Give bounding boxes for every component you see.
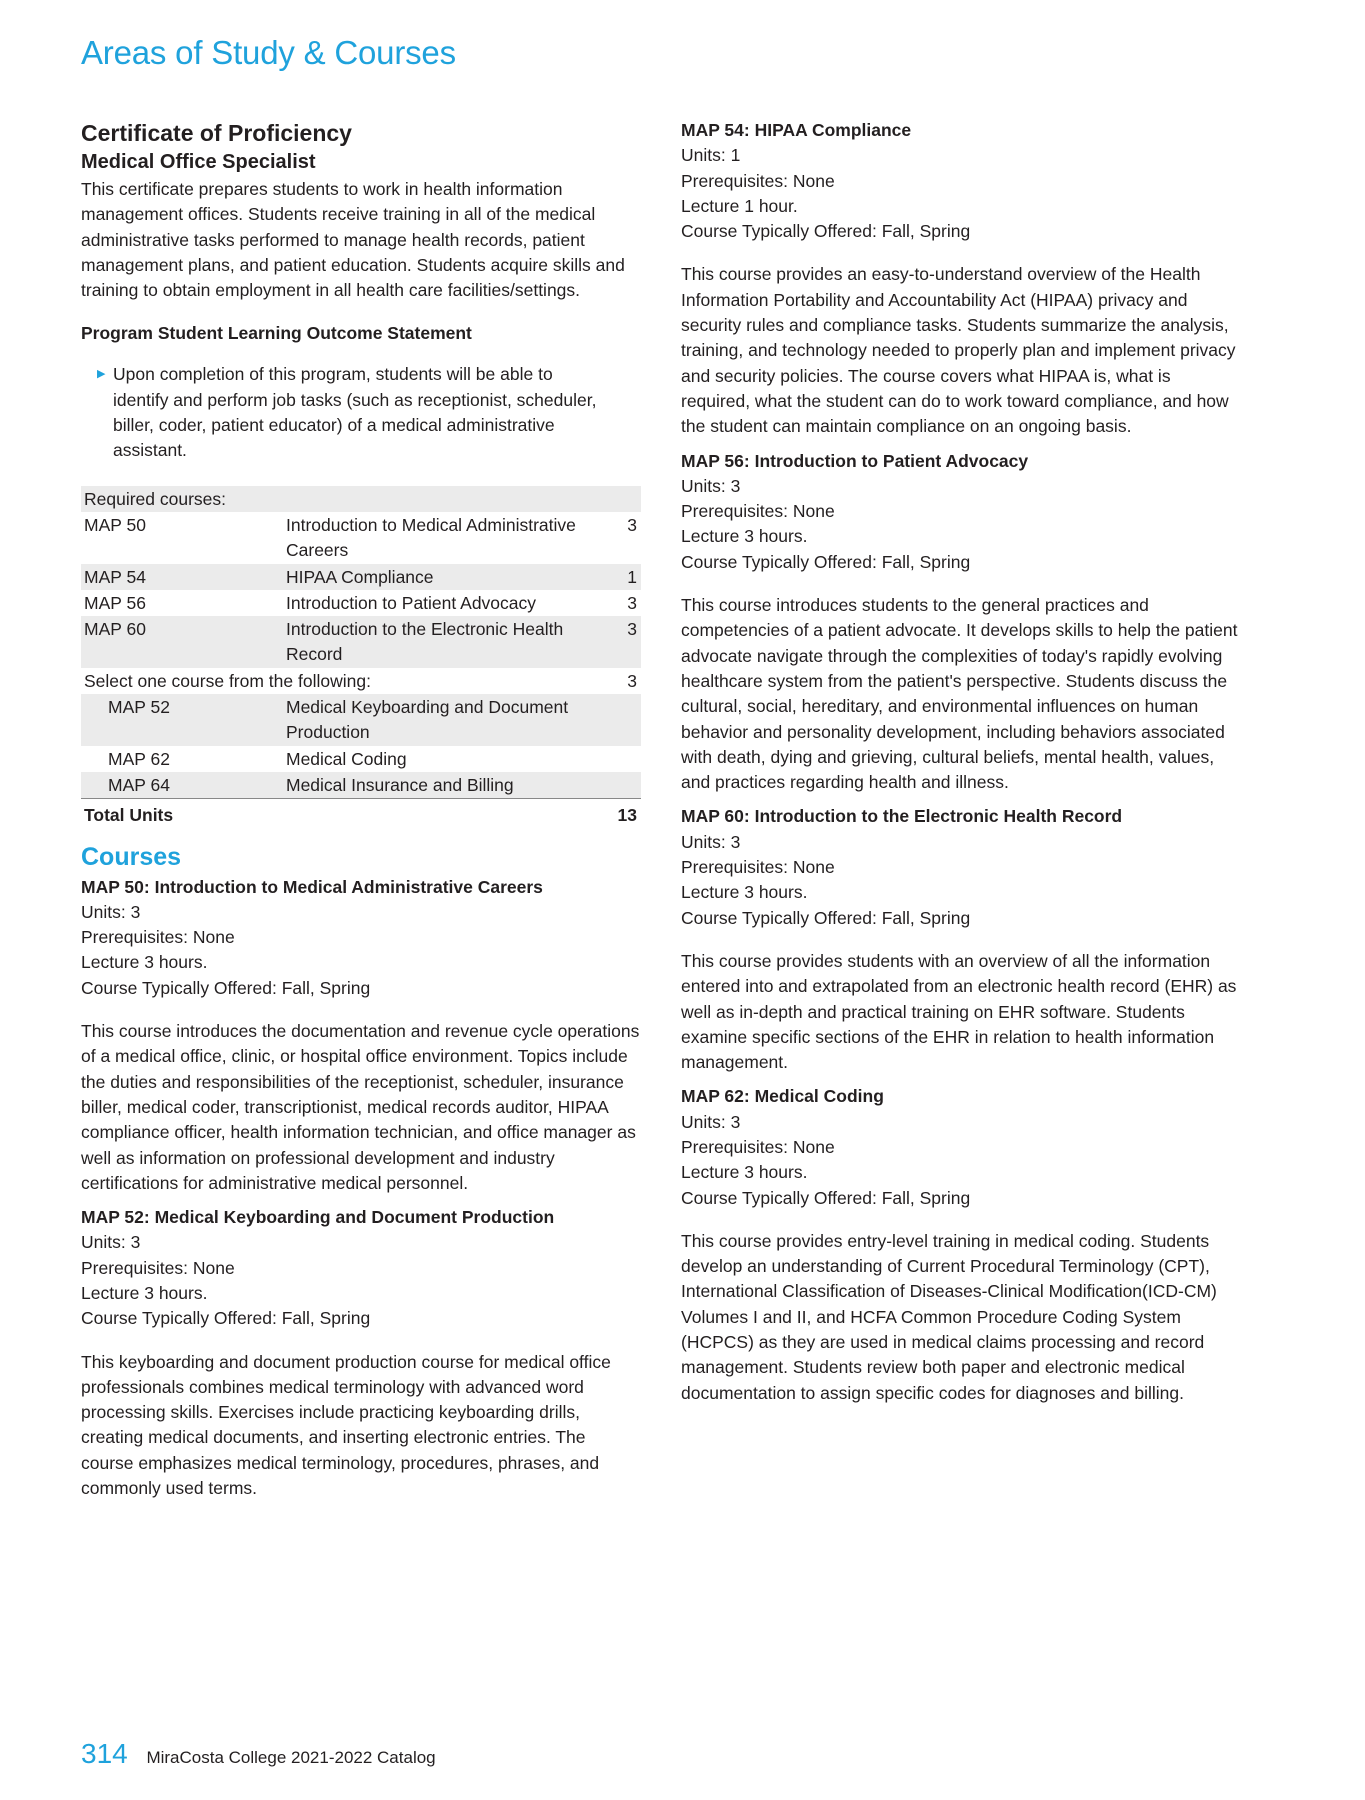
courses-heading: Courses [81,842,182,871]
course-meta [81,1230,641,1331]
slo-list [81,362,641,463]
select-label: Select one course from the following: [84,670,371,691]
page-footer [81,1738,436,1770]
left-column [81,118,641,1510]
course-offered: Course Typically Offered: Fall, Spring [81,977,371,998]
course-offered: Course Typically Offered: Fall, Spring [681,221,971,242]
required-label: Required courses: [81,486,641,512]
course-lecture: Lecture 3 hours. [81,1282,208,1303]
course-lecture: Lecture 3 hours. [81,952,208,973]
table-row [81,772,641,799]
course-description: This course introduces students to the general practices and competencies of a patient advocate. It develops skills to help the patient advocate navigate through the complexities of today's rapidly evolving healthcare system from the patient's perspective. Students discuss the cultural, social, hereditary, and environmental influences on human behavior and personality development, including behaviors associated with death, dying and grieving, cultural beliefs, mental health, values, and practices regarding health and illness. [681,595,1238,793]
certificate-type: Certificate of Proficiency [81,120,352,146]
course-units: Units: 3 [681,831,741,852]
course-title: Introduction to Medical Administrative Careers [286,514,576,561]
course-meta [681,830,1241,931]
course-offered: Course Typically Offered: Fall, Spring [681,1187,971,1208]
course-prereq: Prerequisites: None [681,170,835,191]
table-row [81,564,641,590]
course-prereq: Prerequisites: None [681,857,835,878]
course-title: HIPAA Compliance [283,564,604,590]
table-row [81,512,641,564]
course-units: Units: 3 [681,475,741,496]
course-offered: Course Typically Offered: Fall, Spring [681,907,971,928]
course-meta [81,900,641,1001]
course-entry [681,118,1241,440]
course-meta [681,474,1241,575]
course-prereq: Prerequisites: None [81,927,235,948]
course-title: Introduction to Patient Advocacy [286,592,537,613]
course-code: MAP 56 [84,592,146,613]
table-row [81,746,641,772]
course-description: This course provides entry-level training in medical coding. Students develop an understanding of Current Procedural Terminology (CPT), International Classification of Diseases-Clinical Modification(ICD-CM) Volumes I and II, and HCFA Common Procedure Coding System (HCPCS) as they are used in medical claims processing and record management. Students review both paper and electronic medical documentation to assign specific codes for diagnoses and billing. [681,1230,1217,1403]
table-row [81,590,641,616]
course-entry [681,1084,1241,1406]
option-code: MAP 62 [108,748,170,769]
course-heading: MAP 52: Medical Keyboarding and Document Production [81,1207,555,1228]
table-row [81,486,641,512]
certificate-name: Medical Office Specialist [81,151,316,173]
option-title: Medical Insurance and Billing [283,772,604,799]
course-entry [681,449,1241,796]
page-header: Areas of Study & Courses [81,34,456,71]
course-prereq: Prerequisites: None [681,1136,835,1157]
right-column [681,118,1241,1415]
slo-item: ▶ Upon completion of this program, students will be able to identify and perform job tasks (such as receptionist, scheduler, biller, coder, patient educator) of a medical administrative assistant. [97,364,597,461]
course-code: MAP 50 [84,514,146,535]
table-row [81,616,641,668]
course-meta [681,143,1241,244]
certificate-description: This certificate prepares students to work in health information management offices. Students receive training in all of the medical administrative tasks performed to manage health records, patient management plans, and patient education. Students acquire skills and training to obtain employment in all health care facilities/settings. [81,179,625,301]
course-units: Units: 3 [81,1232,141,1253]
course-units: Units: 3 [681,1111,741,1132]
course-description: This keyboarding and document production course for medical office professionals combines medical terminology with advanced word processing skills. Exercises include practicing keyboarding drills, creating medical documents, and inserting electronic entries. The course emphasizes medical terminology, procedures, phrases, and commonly used terms. [81,1351,611,1499]
slo-heading: Program Student Learning Outcome Statement [81,323,472,344]
requirements-table [81,486,641,829]
course-offered: Course Typically Offered: Fall, Spring [681,551,971,572]
course-entry [81,1205,641,1501]
course-units: 3 [627,514,637,535]
course-description: This course introduces the documentation and revenue cycle operations of a medical office, clinic, or hospital office environment. Topics include the duties and responsibilities of the receptionist, scheduler, insurance biller, medical coder, transcriptionist, medical records auditor, HIPAA compliance officer, health information technician, and office manager as well as information on professional development and industry certifications for administrative medical personnel. [81,1021,640,1193]
total-row [81,799,641,829]
course-title: Introduction to the Electronic Health Record [283,616,604,668]
table-row [81,694,641,746]
course-description: This course provides an easy-to-understand overview of the Health Information Portability and Accountability Act (HIPAA) privacy and security rules and compliance tasks. Students summarize the analysis, training, and technology needed to properly plan and implement privacy and security policies. The course covers what HIPAA is, what is required, what the student can do to work toward compliance, and how the student can maintain compliance on an ongoing basis. [681,264,1236,437]
course-lecture: Lecture 3 hours. [681,1162,808,1183]
course-meta [681,1110,1241,1211]
option-code: MAP 64 [81,772,283,799]
select-units: 3 [627,670,637,691]
course-entry [681,804,1241,1075]
course-units: Units: 1 [681,145,741,166]
course-code: MAP 60 [81,616,283,668]
course-units: 3 [627,592,637,613]
triangle-bullet-icon: ▶ [97,368,106,381]
total-units: 13 [604,799,641,829]
page-number: 314 [81,1738,128,1769]
course-prereq: Prerequisites: None [81,1257,235,1278]
course-lecture: Lecture 1 hour. [681,195,798,216]
option-code: MAP 52 [81,694,283,746]
course-heading: MAP 56: Introduction to Patient Advocacy [681,450,1029,471]
total-label: Total Units [81,799,604,829]
course-heading: MAP 60: Introduction to the Electronic Health Record [681,806,1123,827]
course-prereq: Prerequisites: None [681,501,835,522]
catalog-name: MiraCosta College 2021-2022 Catalog [146,1748,436,1767]
course-lecture: Lecture 3 hours. [681,526,808,547]
course-entry [81,875,641,1197]
course-description: This course provides students with an overview of all the information entered into and extrapolated from an electronic health record (EHR) as well as in-depth and practical training on EHR software. Students examine specific sections of the EHR in relation to health information management. [681,950,1237,1073]
course-offered: Course Typically Offered: Fall, Spring [81,1308,371,1329]
course-heading: MAP 50: Introduction to Medical Administrative Careers [81,876,543,897]
option-title: Medical Coding [286,748,407,769]
course-units: 3 [604,616,641,668]
table-row [81,668,641,694]
course-heading: MAP 62: Medical Coding [681,1086,884,1107]
course-code: MAP 54 [81,564,283,590]
course-units: Units: 3 [81,901,141,922]
course-lecture: Lecture 3 hours. [681,882,808,903]
course-heading: MAP 54: HIPAA Compliance [681,120,912,140]
course-units: 1 [604,564,641,590]
option-title: Medical Keyboarding and Document Production [283,694,604,746]
